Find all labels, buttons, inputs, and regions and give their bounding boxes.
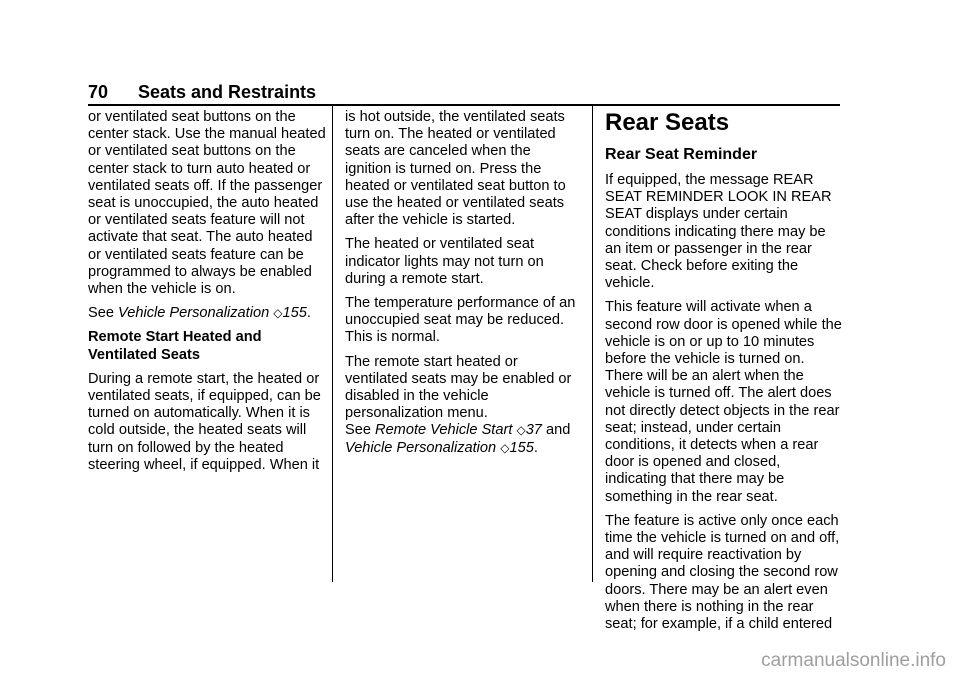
see-reference bbox=[88, 305, 328, 322]
paragraph: This feature will activate when a second row door is opened while the vehicle is on or up to 10 minutes before the vehicle is turned on. There will be an alert when the vehicle is turned off. The alert does not directly detect objects in the rear seat; instead, under certain conditions, it detects when a rear door is opened and closed, indicating that there may be something in the rear seat. bbox=[605, 299, 842, 505]
section-title: Seats and Restraints bbox=[138, 82, 317, 102]
paragraph: During a remote start, the heated or ventilated seats, if equipped, can be turned on automatically. When it is cold outside, the heated seats will turn on followed by the heated steering wheel, if equipped. When it bbox=[88, 370, 321, 473]
conjunction: and bbox=[545, 422, 571, 439]
subsection-heading: Rear Seat Reminder bbox=[605, 146, 758, 163]
paragraph: If equipped, the message REAR SEAT REMINDER LOOK IN REAR SEAT displays under certain conditions indicating there may be an item or passenger in the rear seat. Check before exiting the vehicle. bbox=[605, 172, 832, 292]
see-line bbox=[345, 422, 580, 439]
column-1 bbox=[88, 109, 328, 481]
reference-link[interactable]: Remote Vehicle Start bbox=[375, 422, 513, 439]
page-arrow-icon: ◇ bbox=[516, 423, 526, 438]
column-3 bbox=[605, 109, 845, 640]
page-arrow-icon: ◇ bbox=[500, 440, 510, 455]
paragraph: or ventilated seat buttons on the center stack. Use the manual heated or ventilated seat buttons on the center stack to turn auto heated or ventilated seats off. If the passenger seat is unoccupied, the auto heated or ventilated seats feature will not activate that seat. The auto heated or ventilated seats feature can be programmed to always be enabled when the vehicle is on. bbox=[88, 109, 326, 298]
column-divider bbox=[332, 106, 333, 582]
reference-link[interactable]: Vehicle Personalization bbox=[345, 439, 497, 456]
punctuation: . bbox=[306, 305, 311, 322]
section-heading: Rear Seats bbox=[605, 109, 730, 136]
page-arrow-icon: ◇ bbox=[273, 306, 283, 321]
watermark: carmanualsonline.info bbox=[761, 650, 946, 671]
page-header bbox=[88, 82, 840, 106]
see-prefix: See bbox=[88, 305, 114, 322]
reference-page[interactable]: 155 bbox=[509, 439, 534, 456]
paragraph: is hot outside, the ventilated seats turn on. The heated or ventilated seats are canceled when the ignition is turned on. Press the heated or ventilated seat button to use the heated or ventilated seats after the vehicle is started. bbox=[345, 109, 566, 229]
column-2 bbox=[345, 109, 580, 464]
paragraph-text: The remote start heated or ventilated seats may be enabled or disabled in the vehicle personalization menu. bbox=[345, 353, 572, 422]
page-number: 70 bbox=[88, 82, 109, 102]
reference-page[interactable]: 37 bbox=[525, 422, 542, 439]
reference-page[interactable]: 155 bbox=[282, 305, 307, 322]
see-reference bbox=[345, 354, 580, 457]
paragraph: The temperature performance of an unoccupied seat may be reduced. This is normal. bbox=[345, 295, 576, 346]
paragraph: The feature is active only once each time the vehicle is turned on and off, and will require reactivation by opening and closing the second row doors. There may be an alert even when there is nothing in the rear seat; for example, if a child entered bbox=[605, 512, 840, 633]
paragraph: The heated or ventilated seat indicator lights may not turn on during a remote start. bbox=[345, 236, 544, 287]
punctuation: . bbox=[533, 439, 538, 456]
column-divider bbox=[592, 106, 593, 582]
subheading: Remote Start Heated and Ventilated Seats bbox=[88, 329, 262, 363]
see-prefix: See bbox=[345, 422, 371, 439]
reference-link[interactable]: Vehicle Personalization bbox=[118, 305, 270, 322]
